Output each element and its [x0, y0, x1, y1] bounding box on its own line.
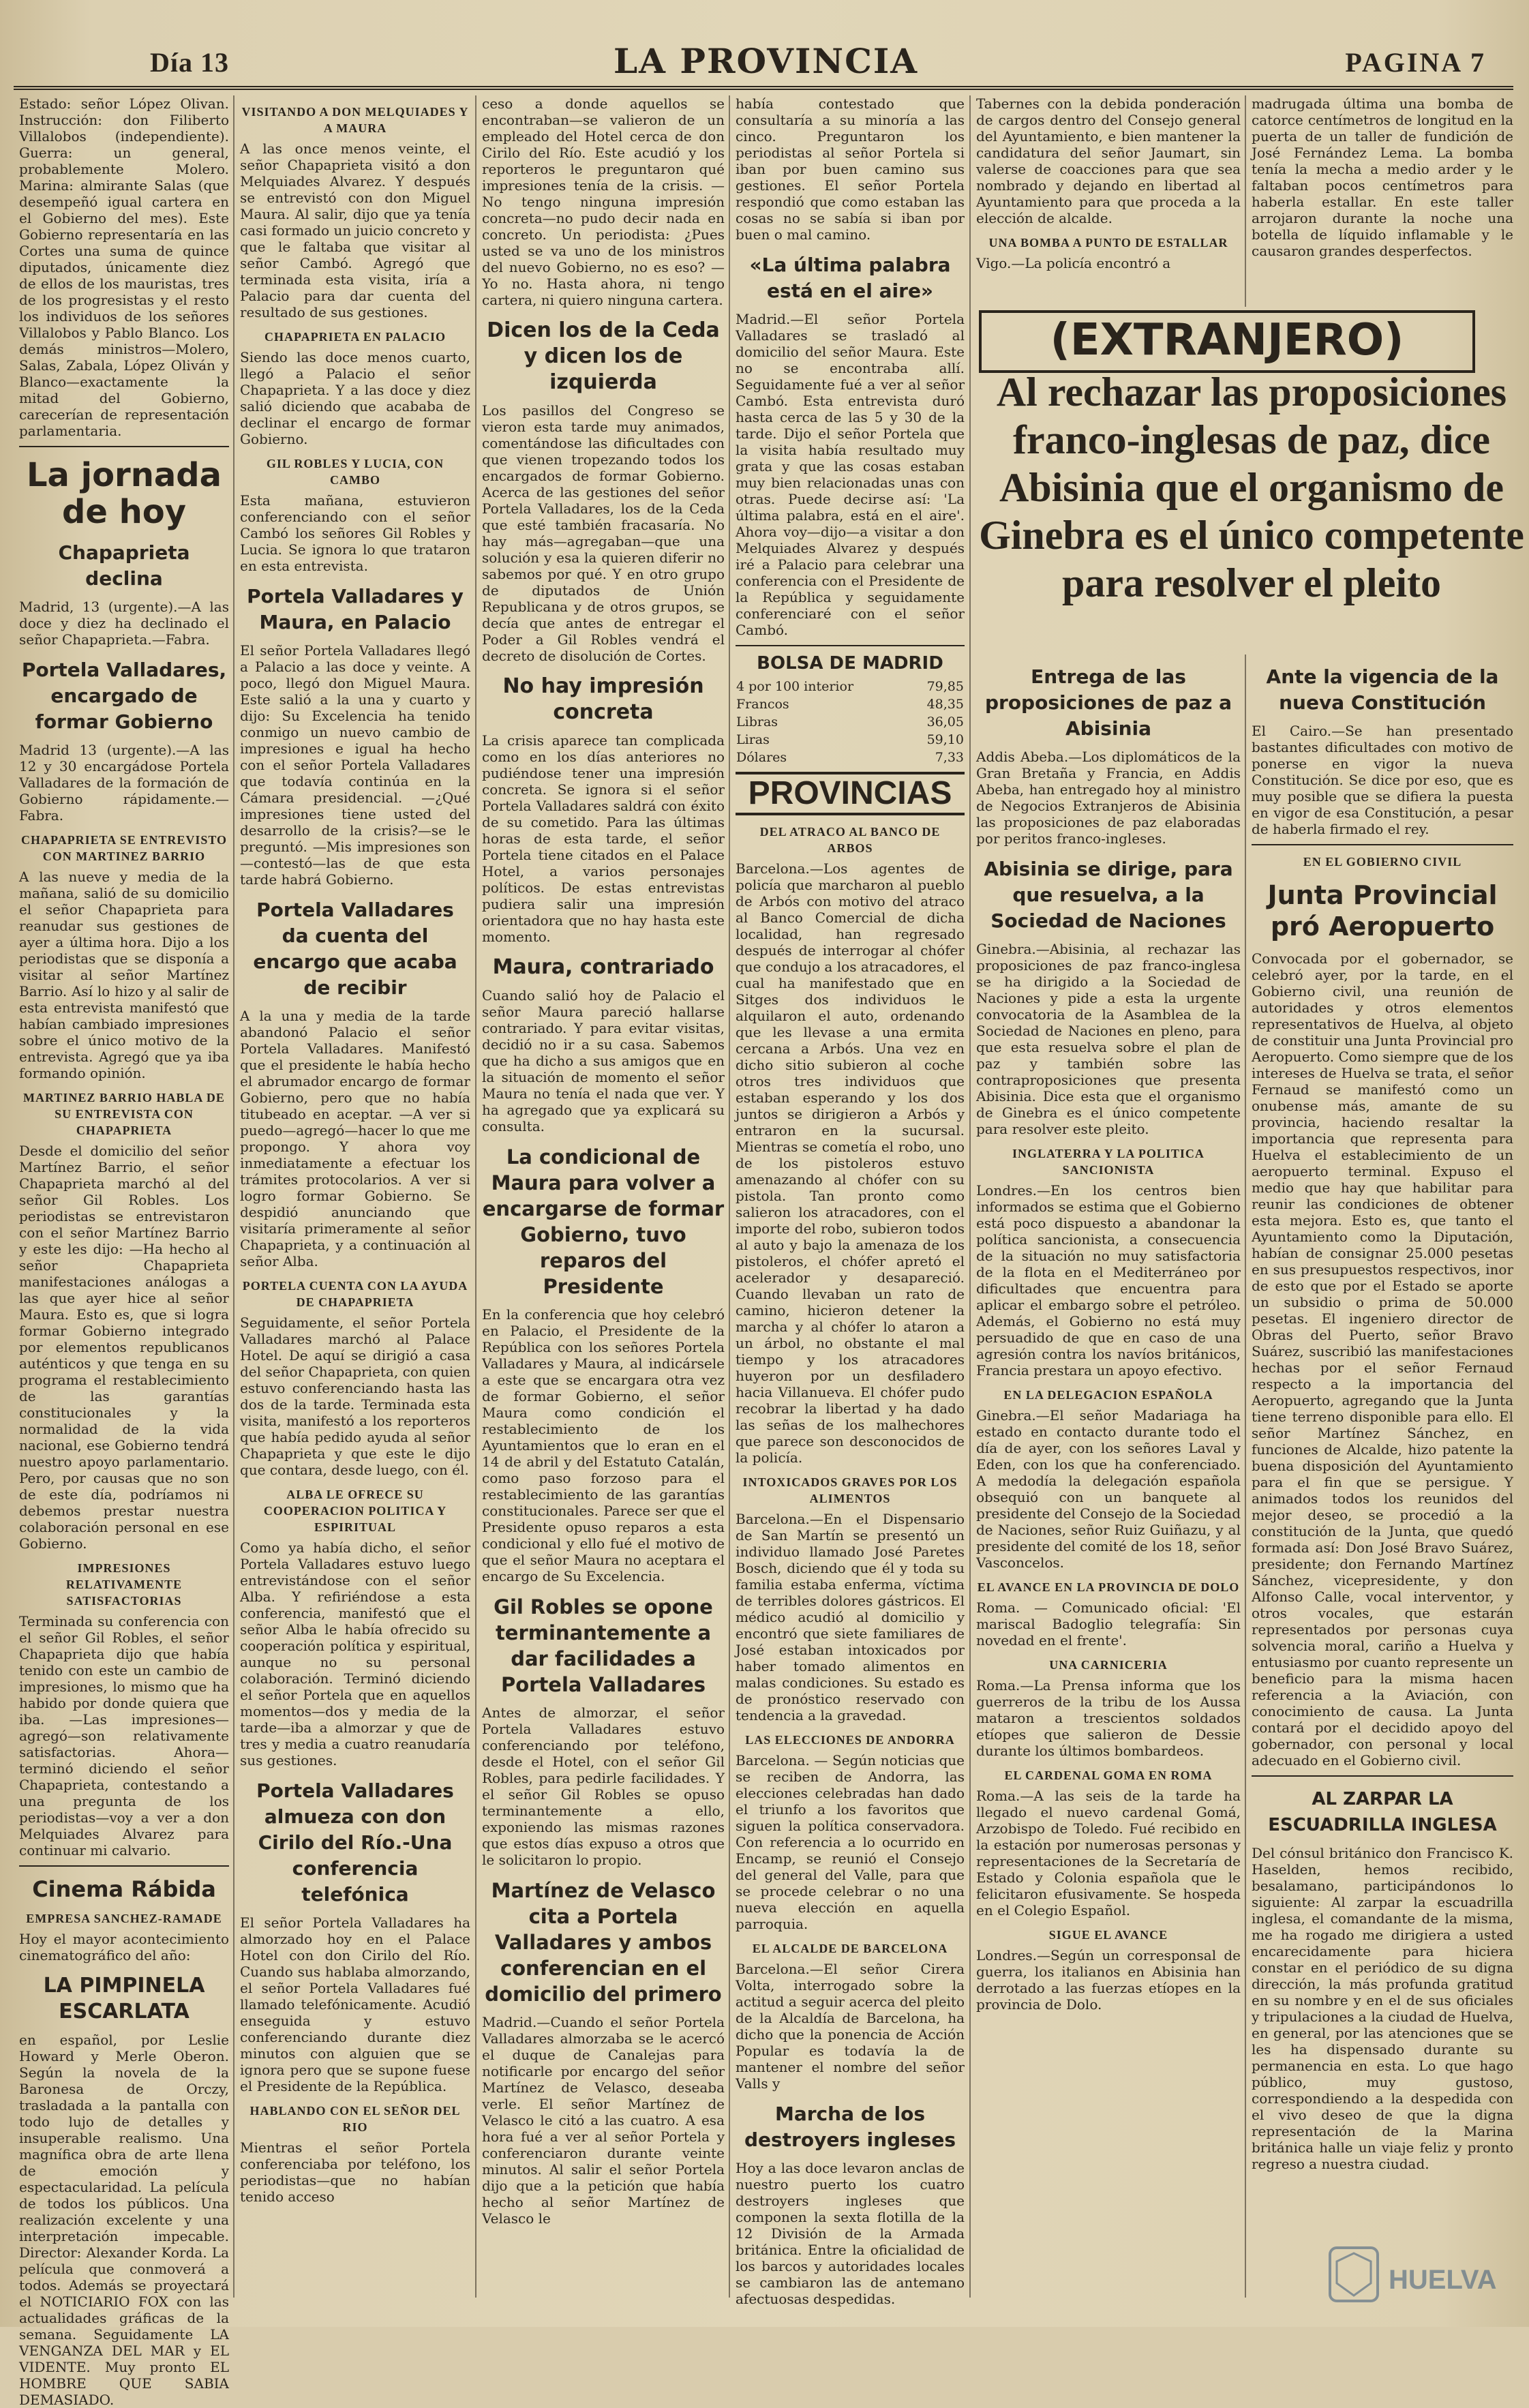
subhead: DEL ATRACO AL BANCO DE ARBOS [759, 825, 941, 855]
stock-value: 36,05 [926, 714, 964, 729]
bolsa-title: BOLSA DE MADRID [757, 653, 943, 674]
subhead: EN EL GOBIERNO CIVIL [1303, 855, 1462, 869]
subhead: EL AVANCE EN LA PROVINCIA DE DOLO [977, 1580, 1240, 1594]
headline: Maura, contrariado [492, 955, 714, 979]
subhead: CHAPAPRIETA SE ENTREVISTO CON MARTINEZ BARRIO [20, 833, 228, 863]
article-text: El señor Portela Valladares ha almorzado hoy en el Palace Hotel con don Cirilo del Río. Cuando sus hablaba almorzando, el señor Portela Valladares fué llamado telefónicamente. Acudió enseguida y estuvo conferenciando durante diez minutos con alguien que se ignora pero que se supone fuese el Presidente de la República. [240, 1914, 470, 2094]
column-5-top [976, 95, 1241, 300]
article-text: Esta mañana, estuvieron conferenciando con el señor Cambó los señores Gil Robles y Lucia. Se ignora lo que trataron en esta entrevista. [240, 492, 470, 574]
cabinet-list: Estado: señor López Olivan. Instrucción: don Filiberto Villalobos (independiente). Guerra: un general, probablemente Molero. Marina: almirante Salas (que desempeñó igual cartera en el Gobierno del mes). Este Gobierno representaría en las Cortes una suma de quince diputados, únicamente diez de ellos de los mauristas, tres de los progresistas y el resto los individuos de los señores Villalobos y Pablo Blanco. Los demás ministros—Molero, Salas, Zabala, López Oliván y Blanco—exactamente la mitad del Gobierno, carecerían de representación parlamentaria. [19, 95, 229, 439]
article-text: Terminada su conferencia con el señor Gil Robles, el señor Chapaprieta dijo que había tenido con este un cambio de impresiones, lo mismo que ha habido por donde quiera que iba. —Las impresiones—agregó—son relativamente satisfactorias. Ahora—terminó diciendo el señor Chapaprieta, contestando a una pregunta de los periodistas—voy a ver a don Melquiades Alvarez para continuar mi calvario. [19, 1613, 229, 1858]
article-text: Barcelona.—El señor Cirera Volta, interrogado sobre la actitud a seguir acerca del pleito de la Alcaldía de Barcelona, ha dicho que la ponencia de Acción Popular es todavía la de mantener el nombre del señor Valls y [736, 1961, 965, 2092]
article-text: Cuando salió hoy de Palacio el señor Maura pareció hallarse contrariado. Y para evitar visitas, decidió no ir a su casa. Sabemos que ha dicho a sus amigos que en la situación de momento el señor Maura no tenía el nada que ver. Y ha agregado que ya explicará su consulta. [482, 987, 725, 1134]
article-text: A las nueve y media de la mañana, salió de su domicilio el señor Chapaprieta para reanudar sus gestiones de ayer a última hora. Dijo a los periodistas que se disponía a visitar al señor Martínez Barrio. Así lo hizo y al salir de esta entrevista manifestó que habían cambiado impresiones sobre el único motivo de la entrevista. Agregó que ya iba formando opinión. [19, 869, 229, 1081]
subhead: UNA CARNICERIA [1049, 1658, 1168, 1672]
stock-value: 79,85 [926, 679, 964, 694]
article-text: Addis Abeba.—Los diplomáticos de la Gran Bretaña y Francia, en Addis Abeba, han entregado hoy al ministro de Negocios Extranjeros de Abisinia las proposiciones de paz elaboradas por peritos franco-ingleses. [976, 749, 1241, 847]
headline: No hay impresión concreta [502, 674, 704, 724]
subhead: PORTELA CUENTA CON LA AYUDA DE CHAPAPRIETA [242, 1279, 468, 1309]
headline: Marcha de los destroyers ingleses [744, 2103, 956, 2151]
table-row [736, 695, 965, 713]
headline: «La última palabra está en el aire» [749, 254, 951, 302]
headline-portela: Portela Valladares, encargado de formar Gobierno [21, 659, 227, 733]
column-divider [475, 95, 476, 2298]
article-text: El Cairo.—Se han presentado bastantes dificultades con motivo de ponerse en vigor la nueva Constitución. Se dice por eso, que es muy posible que se difiera la puesta en vigor de esa Constitución, a pesar de haberla firmado el rey. [1252, 723, 1513, 837]
article-text: Mientras el señor Portela conferenciaba por teléfono, los periodistas—que no habían tenido acceso [240, 2139, 470, 2205]
column-8 [1252, 654, 1513, 2223]
column-divider [969, 95, 971, 2298]
article-text: Los pasillos del Congreso se vieron esta tarde muy animados, comentándose las dificultades con que vienen tropezando todos los encargados de formar Gobierno. Acerca de las gestiones del señor Portela Valladares, los de la Ceda que esté también fracasaría. No hay más—agregaban—que una solución y esa la quieren diferir no sabemos por qué. Y en otro grupo de diputados de Unión Republicana y de otros grupos, se decía que antes de entregar el Poder a Gil Robles vendrá el decreto de disolución de Cortes. [482, 402, 725, 664]
article-text: Ginebra.—Abisinia, al rechazar las proposiciones de paz franco-inglesa se ha dirigido a la Sociedad de Naciones y pide a esta la urgente convocatoria de la Asamblea de la Sociedad de Naciones en pleno, para que esta resuelva sobre el plan de paz y también sobre las contraproposiciones que presenta Abisinia. Dice esta que el organismo de Ginebra es el único competente para resolver este pleito. [976, 941, 1241, 1137]
stock-value: 48,35 [926, 697, 964, 712]
article-text: Roma.—La Prensa informa que los guerreros de la tribu de los Aussa mataron a trescientos soldados etíopes que salieron de Dessie durante los últimos bombardeos. [976, 1677, 1241, 1759]
article-text: Seguidamente, el señor Portela Valladares marchó al Palace Hotel. De aquí se dirigió a casa del señor Chapaprieta, con quien estuvo conferenciando hasta las dos de la tarde. Terminada esta visita, manifestó a los reporteros que había pedido ayuda al señor Chapaprieta y que este le dijo que contara, desde luego, con él. [240, 1314, 470, 1478]
stock-label: Liras [736, 732, 770, 747]
archive-seal-icon [1327, 2241, 1497, 2306]
article-text: Madrid, 13 (urgente).—A las doce y diez ha declinado el señor Chapaprieta.—Fabra. [19, 599, 229, 648]
column-1 [19, 95, 229, 2408]
headline-abisinia: Al rechazar las proposiciones franco-inglesas de paz, dice Abisinia que el organismo de Ginebra es el único competente para resolver el pleito [979, 370, 1524, 605]
newspaper-name: LA PROVINCIA [614, 41, 919, 81]
article-text: Antes de almorzar, el señor Portela Valladares estuvo conferenciando por teléfono, desde el Hotel, con el señor Gil Robles, para pedirle facilidades. Y el señor Gil Robles se opuso terminantemente a ello, exponiendo las mismas razones que estos días expuso a otros que le solicitaron lo propio. [482, 1704, 725, 1868]
headline: Portela Valladares da cuenta del encargo que acaba de recibir [253, 899, 457, 999]
article-text: Del cónsul británico don Francisco K. Haselden, hemos recibido, besalamano, participándonos lo siguiente: Al zarpar la escuadrilla inglesa, el comandante de la misma, me ha rogado me dirigiera a usted encarecidamente para hiciera constar en el periódico de su digna dirección, la más profunda gratitud en su nombre y en el de sus oficiales y tripulaciones a la ciudad de Huelva, en general, por las atenciones que se les ha dispensado durante su permanencia en esta. Lo que hago público, muy gustoso, correspondiendo a la despedida con el vivo deseo de que la digna representación de la Marina británica halle un viaje feliz y pronto regreso a nuestra ciudad. [1252, 1845, 1513, 2172]
headline: Portela Valladares almueza con don Cirilo del Río.-Una conferencia telefónica [256, 1779, 454, 1906]
article-text: ceso a donde aquellos se encontraban—se valieron de un empleado del Hotel cerca de don Cirilo del Río. Este acudió y los reporteros le preguntaron qué impresiones tenía de la crisis. —No tengo ninguna impresión concreta—no pudo decir nada en concreto. Un periodista: ¿Pues usted se va uno de los ministros del nuevo Gobierno, no es eso? —Yo no. Hasta ahora, ni tengo cartera, ni quiero ninguna cartera. [482, 95, 725, 308]
article-text: A las once menos veinte, el señor Chapaprieta visitó a don Melquiades Alvarez. Y después se entrevistó con don Miguel Maura. Al salir, dijo que ya tenía casi formado un juicio concreto y que le faltaba que visitar al señor Cambó. Agregó que terminada esta visita, iría a Palacio para dar cuenta del resultado de sus gestiones. [240, 140, 470, 320]
page-number: PAGINA 7 [1345, 47, 1486, 78]
article-text: Como ya había dicho, el señor Portela Valladares estuvo luego entrevistándose con el señor Alba. Y refiriéndose a esta conferencia, manifestó que el señor Alba le había ofrecido su cooperación política y espiritual, aunque no su personal colaboración. Terminó diciendo el señor Portela que en aquellos momentos—dos y media de la tarde—iba a almorzar y que de tres y media a cuatro reanudaría sus gestiones. [240, 1539, 470, 1769]
headline: AL ZARPAR LA ESCUADRILLA INGLESA [1268, 1789, 1497, 1835]
subhead: ALBA LE OFRECE SU COOPERACION POLITICA Y ESPIRITUAL [263, 1488, 447, 1534]
subhead: EL ALCALDE DE BARCELONA [752, 1942, 948, 1955]
subhead: CHAPAPRIETA EN PALACIO [264, 330, 446, 344]
article-text: El señor Portela Valladares llegó a Palacio a las doce y veinte. A poco, llegó don Miguel Maura. Este salió a la una y cuarto y dijo: Su Excelencia ha tenido conmigo un nuevo cambio de impresiones e igual ha hecho con el señor Portela Valladares que todavía continúa en la Cámara presidencial. —¿Qué impresiones tiene usted del desarrollo de la crisis?—se le preguntó. —Mis impresiones son—contestó—las de que esta tarde habrá Gobierno. [240, 642, 470, 888]
stock-value: 7,33 [935, 750, 964, 765]
subhead: EMPRESA SANCHEZ-RAMADE [26, 1912, 222, 1925]
column-divider [1245, 95, 1246, 307]
subhead: HABLANDO CON EL SEÑOR DEL RIO [249, 2104, 461, 2134]
headline: Entrega de las proposiciones de paz a Abisinia [984, 665, 1232, 740]
article-text: madrugada última una bomba de catorce centímetros de longitud en la puerta de un taller de fundición de José Fernández Lema. La bomba tenía la mecha a medio arder y le faltaban pocos centímetros para haberla estallar. En este taller arrojaron durante la noche una botella de líquido inflamable y le causaron grandes desperfectos. [1252, 95, 1513, 259]
article-text: Vigo.—La policía encontró a [976, 255, 1171, 271]
section-extranjero: (EXTRANJERO) [979, 310, 1475, 373]
stock-label: 4 por 100 interior [736, 679, 854, 694]
headline: Ante la vigencia de la nueva Constitución [1266, 665, 1499, 714]
column-6-top [1252, 95, 1513, 300]
headline: Dicen los de la Ceda y dicen los de izquierda [487, 318, 720, 394]
headline: Abisinia se dirige, para que resuelva, a la Sociedad de Naciones [984, 858, 1233, 932]
article-text: Londres.—En los centros bien informados se estima que el Gobierno está poco dispuesto a abandonar la política sancionista, a consecuencia de la situación no muy satisfactoria de la flota en el Mediterráneo por dificultades que encuentra para aplicar el embargo sobre el petróleo. Además, el Gobierno no está muy persuadido de que en caso de una agresión contra los navíos británicos, Francia prestara un apoyo efectivo. [976, 1182, 1241, 1379]
column-7 [976, 654, 1241, 2298]
subhead: IMPRESIONES RELATIVAMENTE SATISFACTORIAS [65, 1561, 183, 1608]
table-row [736, 713, 965, 731]
article-text: Londres.—Según un corresponsal de guerra, los italianos en Abisinia han derrotado a las fuerzas etíopes en la provincia de Dolo. [976, 1947, 1241, 2013]
column-divider [1245, 654, 1246, 2298]
day-label: Día 13 [150, 47, 229, 78]
column-4 [736, 95, 965, 2307]
subhead: VISITANDO A DON MELQUIADES Y A MAURA [241, 105, 469, 135]
subhead: UNA BOMBA A PUNTO DE ESTALLAR [988, 236, 1228, 250]
headline: Portela Valladares y Maura, en Palacio [247, 585, 464, 633]
subhead: EN LA DELEGACION ESPAÑOLA [1003, 1388, 1213, 1402]
subhead: SIGUE EL AVANCE [1048, 1928, 1168, 1942]
article-text: Hoy a las doce levaron anclas de nuestro puerto los cuatro destroyers ingleses que componen la sexta flotilla de la 12 División de la Armada británica. Entre la oficialidad de los barcos y autoridades locales se cambiaron las de antemano afectuosas despedidas. [736, 2160, 965, 2307]
article-text: Madrid.—El señor Portela Valladares se trasladó al domicilio del señor Maura. Este no se encontraba allí. Seguidamente fué a ver al señor Cambó. Esta entrevista duró hasta cerca de las 5 y 30 de la tarde. Dijo el señor Portela que la visita había resultado muy grata y que las cosas estaban muy bien relacionadas unas con otras. Puede decirse así: 'La última palabra, está en el aire'. Ahora voy—dijo—a visitar a don Melquiades Alvarez y después iré a Palacio para celebrar una conferencia con el Presidente de la República y seguidamente conferenciaré con el señor Cambó. [736, 311, 965, 638]
headline: Gil Robles se opone terminantemente a dar facilidades a Portela Valladares [494, 1595, 713, 1696]
article-text: Siendo las doce menos cuarto, llegó a Palacio el señor Chapaprieta. Y a las doce y diez salió diciendo que acababa de declinar el encargo de formar Gobierno. [240, 349, 470, 447]
subhead: LAS ELECCIONES DE ANDORRA [745, 1733, 955, 1747]
subhead: INGLATERRA Y LA POLITICA SANCIONISTA [1012, 1147, 1205, 1177]
film-title: LA PIMPINELA ESCARLATA [43, 1974, 205, 2023]
article-text: Barcelona.—En el Dispensario de San Martín se presentó un individuo llamado José Paretes Bosch, diciendo que él y toda su familia estaba enferma, víctima de terribles dolores gástricos. El médico acudió al domicilio y encontró que siete familiares de José estaban intoxicados por haber tomado alimentos en malas condiciones. Su estado es de pronóstico reservado con tendencia a la gravedad. [736, 1511, 965, 1724]
article-text: había contestado que consultaría a su minoría a las cinco. Preguntaron los periodistas al señor Portela si iban por buen camino sus gestiones. El señor Portela respondió que como estaban las cosas no se sabía si iban por buen o mal camino. [736, 95, 965, 243]
headline-cinema: Cinema Rábida [32, 1876, 216, 1902]
article-text: Desde el domicilio del señor Martínez Barrio, el señor Chapaprieta marchó al del señor Gil Robles. Los periodistas se entrevistaron con el señor Martínez Barrio y este les dijo: —Ha hecho al señor Chapaprieta manifestaciones análogas a las que ayer hice al señor Maura. Esto es, que si logra formar Gobierno integrado por elementos republicanos auténticos y que tenga en su programa el restablecimiento de las garantías constitucionales y la normalidad de la vida nacional, ese Gobierno tendrá nuestro apoyo parlamentario. Pero, por causas que no son de este día, podríamos ni debemos prestar nuestra colaboración personal en ese Gobierno. [19, 1143, 229, 1552]
stock-label: Francos [736, 697, 789, 712]
subhead: MARTINEZ BARRIO HABLA DE SU ENTREVISTA CON CHAPAPRIETA [23, 1091, 225, 1137]
stock-label: Dólares [736, 750, 787, 765]
seal-text: HUELVA [1389, 2265, 1497, 2295]
article-text: Roma.—A las seis de la tarde ha llegado el nuevo cardenal Gomá, Arzobispo de Toledo. Fué recibido en la estación por numerosas personas y representaciones de la Secretaría de Estado y Colonia española que le felicitaron efusivamente. Se hospeda en el Colegio Español. [976, 1788, 1241, 1918]
article-text: Madrid.—Cuando el señor Portela Valladares almorzaba se le acercó el duque de Canalejas para notificarle por encargo del señor Martínez de Velasco, deseaba verle. El señor Martínez de Velasco le citó a las cuatro. A esa hora fué a ver al señor Portela y conferenciaron durante veinte minutos. Al salir el señor Portela dijo que a la petición que había hecho al señor Martínez de Velasco le [482, 2014, 725, 2227]
article-text: Hoy el mayor acontecimiento cinematográfico del año: [19, 1931, 229, 1963]
column-3 [482, 95, 725, 2298]
article-text: Barcelona. — Según noticias que se reciben de Andorra, las elecciones celebradas han dado el triunfo a los favoritos que siguen la política conservadora. Con referencia a lo ocurrido en Encamp, se reunió el Consejo del general del Valle, para que se procede celebrar o no una nueva elección en aquella parroquia. [736, 1752, 965, 1932]
article-text: Tabernes con la debida ponderación de cargos dentro del Consejo general del Ayuntamiento, e bien mantener la candidatura del señor Jaumart, sin valerse de coacciones para que sea nombrado y dejando en libertad al Ayuntamiento para que proceda a la elección de alcalde. [976, 95, 1241, 226]
stock-label: Libras [736, 714, 778, 729]
stock-value: 59,10 [926, 732, 964, 747]
headline-jornada: La jornada de hoy [26, 456, 222, 531]
table-row [736, 731, 965, 749]
subhead: INTOXICADOS GRAVES POR LOS ALIMENTOS [742, 1475, 958, 1505]
article-text: La crisis aparece tan complicada como en los días anteriores no pudiéndose tener una impresión concreta. Se ignora si el señor Portela Valladares saldrá con éxito de su cometido. Para las últimas horas de esta tarde, el señor Portela tiene citados en el Palace Hotel, a varios personajes políticos. De estas entrevistas pudiera salir una impresión orientadora que no hay hasta este momento. [482, 732, 725, 945]
article-text: A la una y media de la tarde abandonó Palacio el señor Portela Valladares. Manifestó que el presidente le había hecho el abrumador encargo de formar Gobierno, pero que no había titubeado en aceptar. —A ver si puedo—agregó—hacer lo que me propongo. Y ahora voy inmediatamente a efectuar los trámites protocolarios. A ver si logro formar Gobierno. Se despidió anunciando que visitaría primeramente al señor Chapaprieta, y a continuación al señor Alba. [240, 1008, 470, 1269]
article-text: Barcelona.—Los agentes de policía que marcharon al pueblo de Arbós con motivo del atraco al Banco Comercial de dicha localidad, han regresado después de interrogar al chófer que condujo a los atracadores, el cual ha manifestado que en Sitges dos individuos le alquilaron el auto, ordenando que les llevase a una ermita cercana a Arbós. Una vez en dicho sitio subieron al coche otros tres individuos que estaban esperando y los dos juntos se dirigieron a Arbós y entraron en la sucursal. Mientras se cometía el robo, uno de los pistoleros estuvo amenazando al chófer con su pistola. Tan pronto como salieron los atracadores, con el importe del robo, subieron todos al auto y bajo la amenaza de los pistoleros, el chófer apretó el acelerador y desapareció. Cuando llevaban un rato de camino, hicieron detener la marcha y al chófer lo ataron a un árbol, no obstante el mal tiempo y los atracadores huyeron por un desfiladero hacia Villanueva. El chófer pudo recobrar la libertad y ha dado las señas de los malhechores que parece son desconocidos de la policía. [736, 860, 965, 1466]
column-divider [233, 95, 234, 2298]
headline-chapaprieta: Chapaprieta declina [58, 541, 190, 590]
masthead [14, 41, 1513, 90]
section-provincias: PROVINCIAS [736, 772, 965, 815]
stock-table [736, 678, 965, 766]
subhead: GIL ROBLES Y LUCIA, CON CAMBO [266, 457, 444, 487]
headline: La condicional de Maura para volver a encargarse de formar Gobierno, tuvo reparos del Presidente [482, 1145, 725, 1298]
subhead: EL CARDENAL GOMA EN ROMA [1004, 1769, 1213, 1782]
column-2 [240, 95, 470, 2298]
table-row [736, 678, 965, 695]
column-divider [729, 95, 730, 2298]
article-text: Madrid 13 (urgente).—A las 12 y 30 encargádose Portela Valladares de la formación de Gobierno rápidamente.—Fabra. [19, 742, 229, 824]
article-text: En la conferencia que hoy celebró en Palacio, el Presidente de la República con los señores Portela Valladares y Maura, al indicársele a este que se encargara otra vez de formar Gobierno, el señor Maura como condición el restablecimiento de los Ayuntamientos que lo eran en el 14 de abril y del Estatuto Catalán, como paso forzoso para el restablecimiento de las garantías constitucionales. Parece ser que el Presidente opuso reparos a esta condicional y ello fué el motivo de que el señor Maura no aceptara el encargo de Su Excelencia. [482, 1306, 725, 1584]
article-text: Convocada por el gobernador, se celebró ayer, por la tarde, en el Gobierno civil, una reunión de autoridades y otros elementos representativos de Huelva, al objeto de constituir una Junta Provincial pro Aeropuerto. Como siempre que de los intereses de Huelva se trata, el señor Fernaud se manifestó como un onubense más, amante de su provincia, haciendo resaltar la importancia que representa para Huelva el establecimiento de un aeropuerto terminal. Expuso el medio que hay que habilitar para reunir las condiciones de obtener esta mejora. Esto es, que tanto el Ayuntamiento como la Diputación, habían de consignar 25.000 pesetas en sus presupuestos respectivos, inor de esto que por el Estado se aporte un subsidio o prima de 50.000 pesetas. El ingeniero director de Obras del Puerto, señor Bravo Suárez, suscribió las manifestaciones hechas por el señor Fernaud respecto a la importancia del Aeropuerto, agregando que la Junta tiene terreno disponible para ello. El señor Martínez Sánchez, en funciones de Alcalde, hizo patente la buena disposición del Ayuntamiento para el fin que se persigue. Y animados todos los reunidos del mejor deseo, se procedió a la constitución de la Junta, que quedó formada así: Don José Bravo Suárez, presidente; don Fernando Martínez Sánchez, vicepresidente, y don Alfonso Calle, vocal interventor, y otros vocales, que estarán representados por personas cuya solvencia moral, cariño a Huelva y entusiasmo por cuanto represente un beneficio para la misma hacen referencia a la Aviación, con conocimiento de causa. La Junta contará por el decidido apoyo del gobernador, con personal y local adecuado en el Gobierno civil. [1252, 950, 1513, 1769]
table-row [736, 749, 965, 766]
article-text: Roma. — Comunicado oficial: 'El mariscal Badoglio telegrafía: Sin novedad en el frente'. [976, 1599, 1241, 1649]
headline: Martínez de Velasco cita a Portela Valladares y ambos conferencian en el domicilio del primero [485, 1879, 722, 2006]
headline-aeropuerto: Junta Provincial pró Aeropuerto [1267, 880, 1498, 942]
article-text: Ginebra.—El señor Madariaga ha estado en contacto durante todo el día de ayer, con los señores Laval y Eden, con los que ha conferenciado. A medodía la delegación española obsequió con un banquete al presidente del Consejo de la Sociedad de Naciones, señor Ruiz Guiñazu, y al presidente del comité de los 18, señor Vasconcelos. [976, 1407, 1241, 1571]
article-text: en español, por Leslie Howard y Merle Oberon. Según la novela de la Baronesa de Orczy, trasladada a la pantalla con todo lujo de detalles y insuperable realismo. Una magnífica obra de arte llena de emoción y espectacularidad. La película de todos los públicos. Una realización excelente y una interpretación impecable. Director: Alexander Korda. La película que conmoverá a todos. Además se proyectará el NOTICIARIO FOX con las actualidades gráficas de la semana. Seguidamente LA VENGANZA DEL MAR y EL VIDENTE. Muy pronto EL HOMBRE QUE SABIA DEMASIADO. [19, 2032, 229, 2408]
